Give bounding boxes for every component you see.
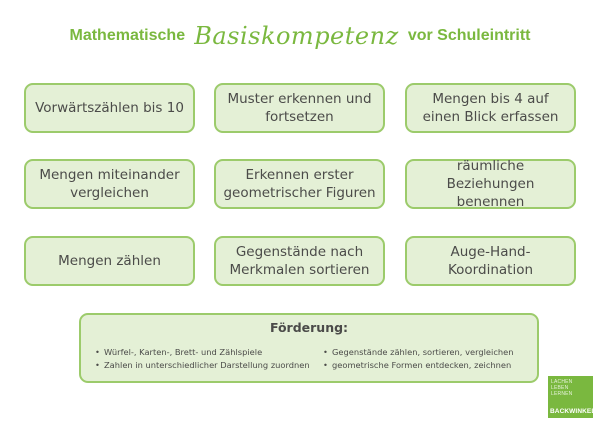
list-item: • geometrische Formen entdecken, zeichnen [323, 360, 512, 370]
title-suffix: vor Schuleintritt [407, 27, 531, 44]
skill-card: Erkennen erster geometrischer Figuren [214, 159, 385, 209]
skill-card: Mengen zählen [24, 236, 195, 286]
bullet-icon: • [95, 347, 100, 357]
page-title [0, 22, 600, 50]
support-list-right [323, 346, 514, 372]
brand-logo [548, 376, 596, 418]
support-box [79, 313, 539, 383]
skill-card: Mengen miteinander vergleichen [24, 159, 195, 209]
skill-card: Muster erkennen und fortsetzen [214, 83, 385, 133]
support-list-left [95, 346, 310, 372]
skill-card: räumliche Beziehungen benennen [405, 159, 576, 209]
logo-line: LACHEN [551, 379, 573, 385]
title-prefix: Mathematische [69, 27, 186, 44]
title-highlight: Basiskompetenz [194, 22, 399, 50]
bullet-icon: • [95, 360, 100, 370]
list-item: • Würfel-, Karten-, Brett- und Zählspiele [95, 347, 263, 357]
skill-card: Vorwärtszählen bis 10 [24, 83, 195, 133]
logo-line: LERNEN [551, 391, 573, 397]
list-item: • Zahlen in unterschiedlicher Darstellung zuordnen [95, 360, 310, 370]
support-title: Förderung: [269, 320, 349, 335]
skill-card: Mengen bis 4 auf einen Blick erfassen [405, 83, 576, 133]
bullet-icon: • [323, 347, 328, 357]
logo-brand: BACKWINKEL [550, 408, 596, 415]
skill-card: Gegenstände nach Merkmalen sortieren [214, 236, 385, 286]
skill-card: Auge-Hand-Koordination [405, 236, 576, 286]
list-item: • Gegenstände zählen, sortieren, vergleichen [323, 347, 514, 357]
bullet-icon: • [323, 360, 328, 370]
logo-line: LEBEN [551, 385, 569, 391]
